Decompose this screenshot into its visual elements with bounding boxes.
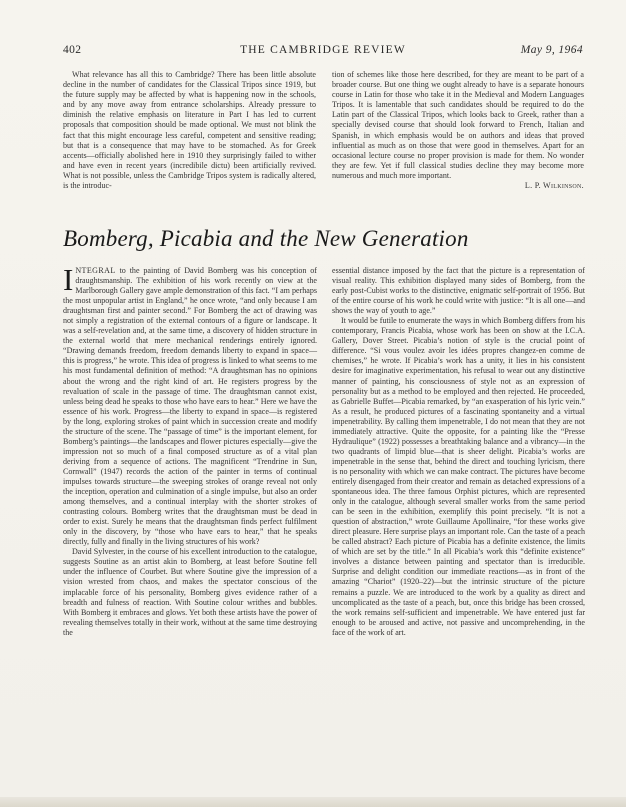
page-number: 402 <box>63 44 82 56</box>
page-edge <box>0 797 626 807</box>
article-column-right <box>332 266 585 638</box>
prev-article-paragraph-continued: tion of schemes like those here described, for they are meant to be part of a broader course. But one thing we ought already to have is a separate honours course in Latin for those who take it in the Medieval and Modern Languages Tripos. It is lamentable that such candidates should be required to do the Latin part of the Classical Tripos, which looks back to Greek, rather than a specially devised course that should look forward to French, Italian and Spanish, in which emphasis would be on authors and ideas that proved influential as much as on those that were good in themselves. Apart for an occasional lecture course no proper provision is made for them. No wonder they are few. Yet if full classical studies decline they may become more numerous and much more important. <box>332 70 584 180</box>
opening-caps: NTEGRAL <box>75 266 116 275</box>
article-opening-paragraph <box>63 262 317 547</box>
page-header <box>63 44 583 60</box>
issue-date: May 9, 1964 <box>520 44 583 56</box>
article-paragraph: David Sylvester, in the course of his excellent introduction to the catalogue, suggests Soutine as an artist akin to Bomberg, at least before Soutine fell under the influence of Courbet. But where Soutine give the impression of a vision wrested from chaos, and makes the spectator conscious of the implacable force of his personality, Bomberg gives evidence rather of a breadth and fulness of reaction. With Soutine colour writhes and bubbles. With Bomberg it embraces and glows. Yet both these artists have the power of revealing themselves totally in their work, without at the same time destroying the <box>63 547 317 637</box>
article-paragraph-continued: essential distance imposed by the fact that the picture is a representation of visual reality. This exhibition displayed many sides of Bomberg, from the early post-Cubist works to the distinctive, enigmatic self-portrait of 1956. But of the entire course of his work he could write with justice: “It is all one—and shows the way of youth to age.” <box>332 266 585 316</box>
prev-article-paragraph: What relevance has all this to Cambridge? There has been little absolute decline in the number of candidates for the Classical Tripos since 1919, but the future supply may be affected by what is happening now in the schools, and by any move away from entrance scholarships. Already pressure to diminish the relative emphasis on literature in Part I has led to current proposals that composition should be made optional. We must not blink the fact that this might encourage less careful, competent and sensitive reading; but that is a consequence that may have to be stomached. As for Greek accents—officially abolished here in 1910 they surprisingly failed to wither and have even in recent years (incredibile dictu) been artificially revived. What is not possible, unless the Cambridge Tripos system is radically altered, is the introduc- <box>63 70 316 191</box>
publication-title: THE CAMBRIDGE REVIEW <box>240 44 406 56</box>
drop-cap: I <box>63 262 74 297</box>
prev-article-column-right <box>332 70 584 191</box>
opening-paragraph-text: to the painting of David Bomberg was his conception of draughtsmanship. The exhibition of his work recently on view at the Marlborough Gallery gave ample demonstration of this fact. “I am perhaps the most unpopular artist in England,” he once wrote, “and only because I am draughtsman first and painter second.” For Bomberg the act of drawing was not simply a registration of the external contours of a figure or landscape. It was a self-revelation and, at the same time, a discovery of hidden structure in the external world that mere mechanical renderings entirely ignored. “Drawing demands freedom, freedom demands liberty to expand in space—this is progress,” he wrote. This idea of progress is linked to what seems to me his most fundamental definition of method: “A draughtsman has no opinions about the wrong and the right kind of art. He registers progress by the revaluation of scale in the passage of time. The draughtsman cannot exist, unless being dead he speaks to those who have ears to hear.” Here we have the essence of his work. Progress—the liberty to expand in space—is registered by the long, exploring strokes of paint which in succession create and modify the structure of the scene. The “passage of time” is the important element, for Bomberg’s paintings—the landscapes and flower pictures especially—give the impression not so much of a final composed structure as of a vital plan deriving from a sequence of actions. The magnificent “Trendrine in Sun, Cornwall” (1947) records the action of the painter in terms of continual impulses towards structure—the sweeping strokes of orange reveal not only the inception, operation and culmination of a single impulse, but also an order among themselves, and a continual interplay with the shorter strokes of contrasting colours. Bomberg writes that the draughtsman must be dead in order to exist. Surely he means that the draughtsman finds perfect fulfilment only in the discovery, by “those who have ears to hear,” that he speaks directly, fully and finally in the living structures of his work? <box>63 266 317 547</box>
article-column-left <box>63 262 317 638</box>
prev-article-column-left <box>63 70 316 191</box>
article-paragraph: It would be futile to enumerate the ways in which Bomberg differs from his contemporary, Francis Picabia, whose work has been on show at the I.C.A. Gallery, Dover Street. Picabia’s notion of style is the crucial point of difference. “Si vous voulez avoir les idées propres changez-en comme de chemises,” he wrote. If Picabia’s work has a unity, it lies in his consistent desire for imaginative experimentation, his refusal to wear out any distinctive manner of painting, his consciousness of style not as an expression of personality but as a method to be employed and then rejected. He proceeded, as Gabrielle Buffet—Picabia remarked, by “an exasperation of his lyric vein.” As a result, he produced pictures of a fascinating spontaneity and a virtual impenetrability. By calling them impenetrable, I do not mean that they are not immediately attractive. Quite the opposite, for a painting like the “Presse Hydraulique” (1922) possesses a breathtaking balance and a vibrancy—in the two quadrants of limpid blue—that is sheer delight. Picabia’s works are impenetrable in the sense that, behind the direct and touching lyricism, there is no personality with which we can make contract. The pictures have become entirely disengaged from their creator and remain as detached expressions of a spontaneous idea. The three famous Orphist pictures, which are represented only in the catalogue, although several smaller works from the same period can be seen in the exhibition, exemplify this point precisely. “It is not a question of abstraction,” wrote Guillaume Apollinaire, “for these works give direct pleasure. Here surprise plays an important role. Can the taste of a peach be called abstract? Each picture of Picabia has a definite existence, the limits of which are set by the title.” In all Picabia’s work this “definite existence” involves a distance between painting and spectator than is irreducible. Surprise and delight condition our immediate reactions—as in front of the amazing “Chariot” (1920–22)—but the intrinsic structure of the picture remains a puzzle. We are introduced to the work by a quality as direct and uncomplicated as the taste of a peach, but, once this bridge has been crossed, the work remains self-sufficient and impenetrable. We have entered just far enough to be aroused and active, not passive and uncomprehending, in the face of the work of art. <box>332 316 585 637</box>
article-title: Bomberg, Picabia and the New Generation <box>63 226 469 251</box>
author-signature: L. P. Wilkinson. <box>524 181 584 191</box>
